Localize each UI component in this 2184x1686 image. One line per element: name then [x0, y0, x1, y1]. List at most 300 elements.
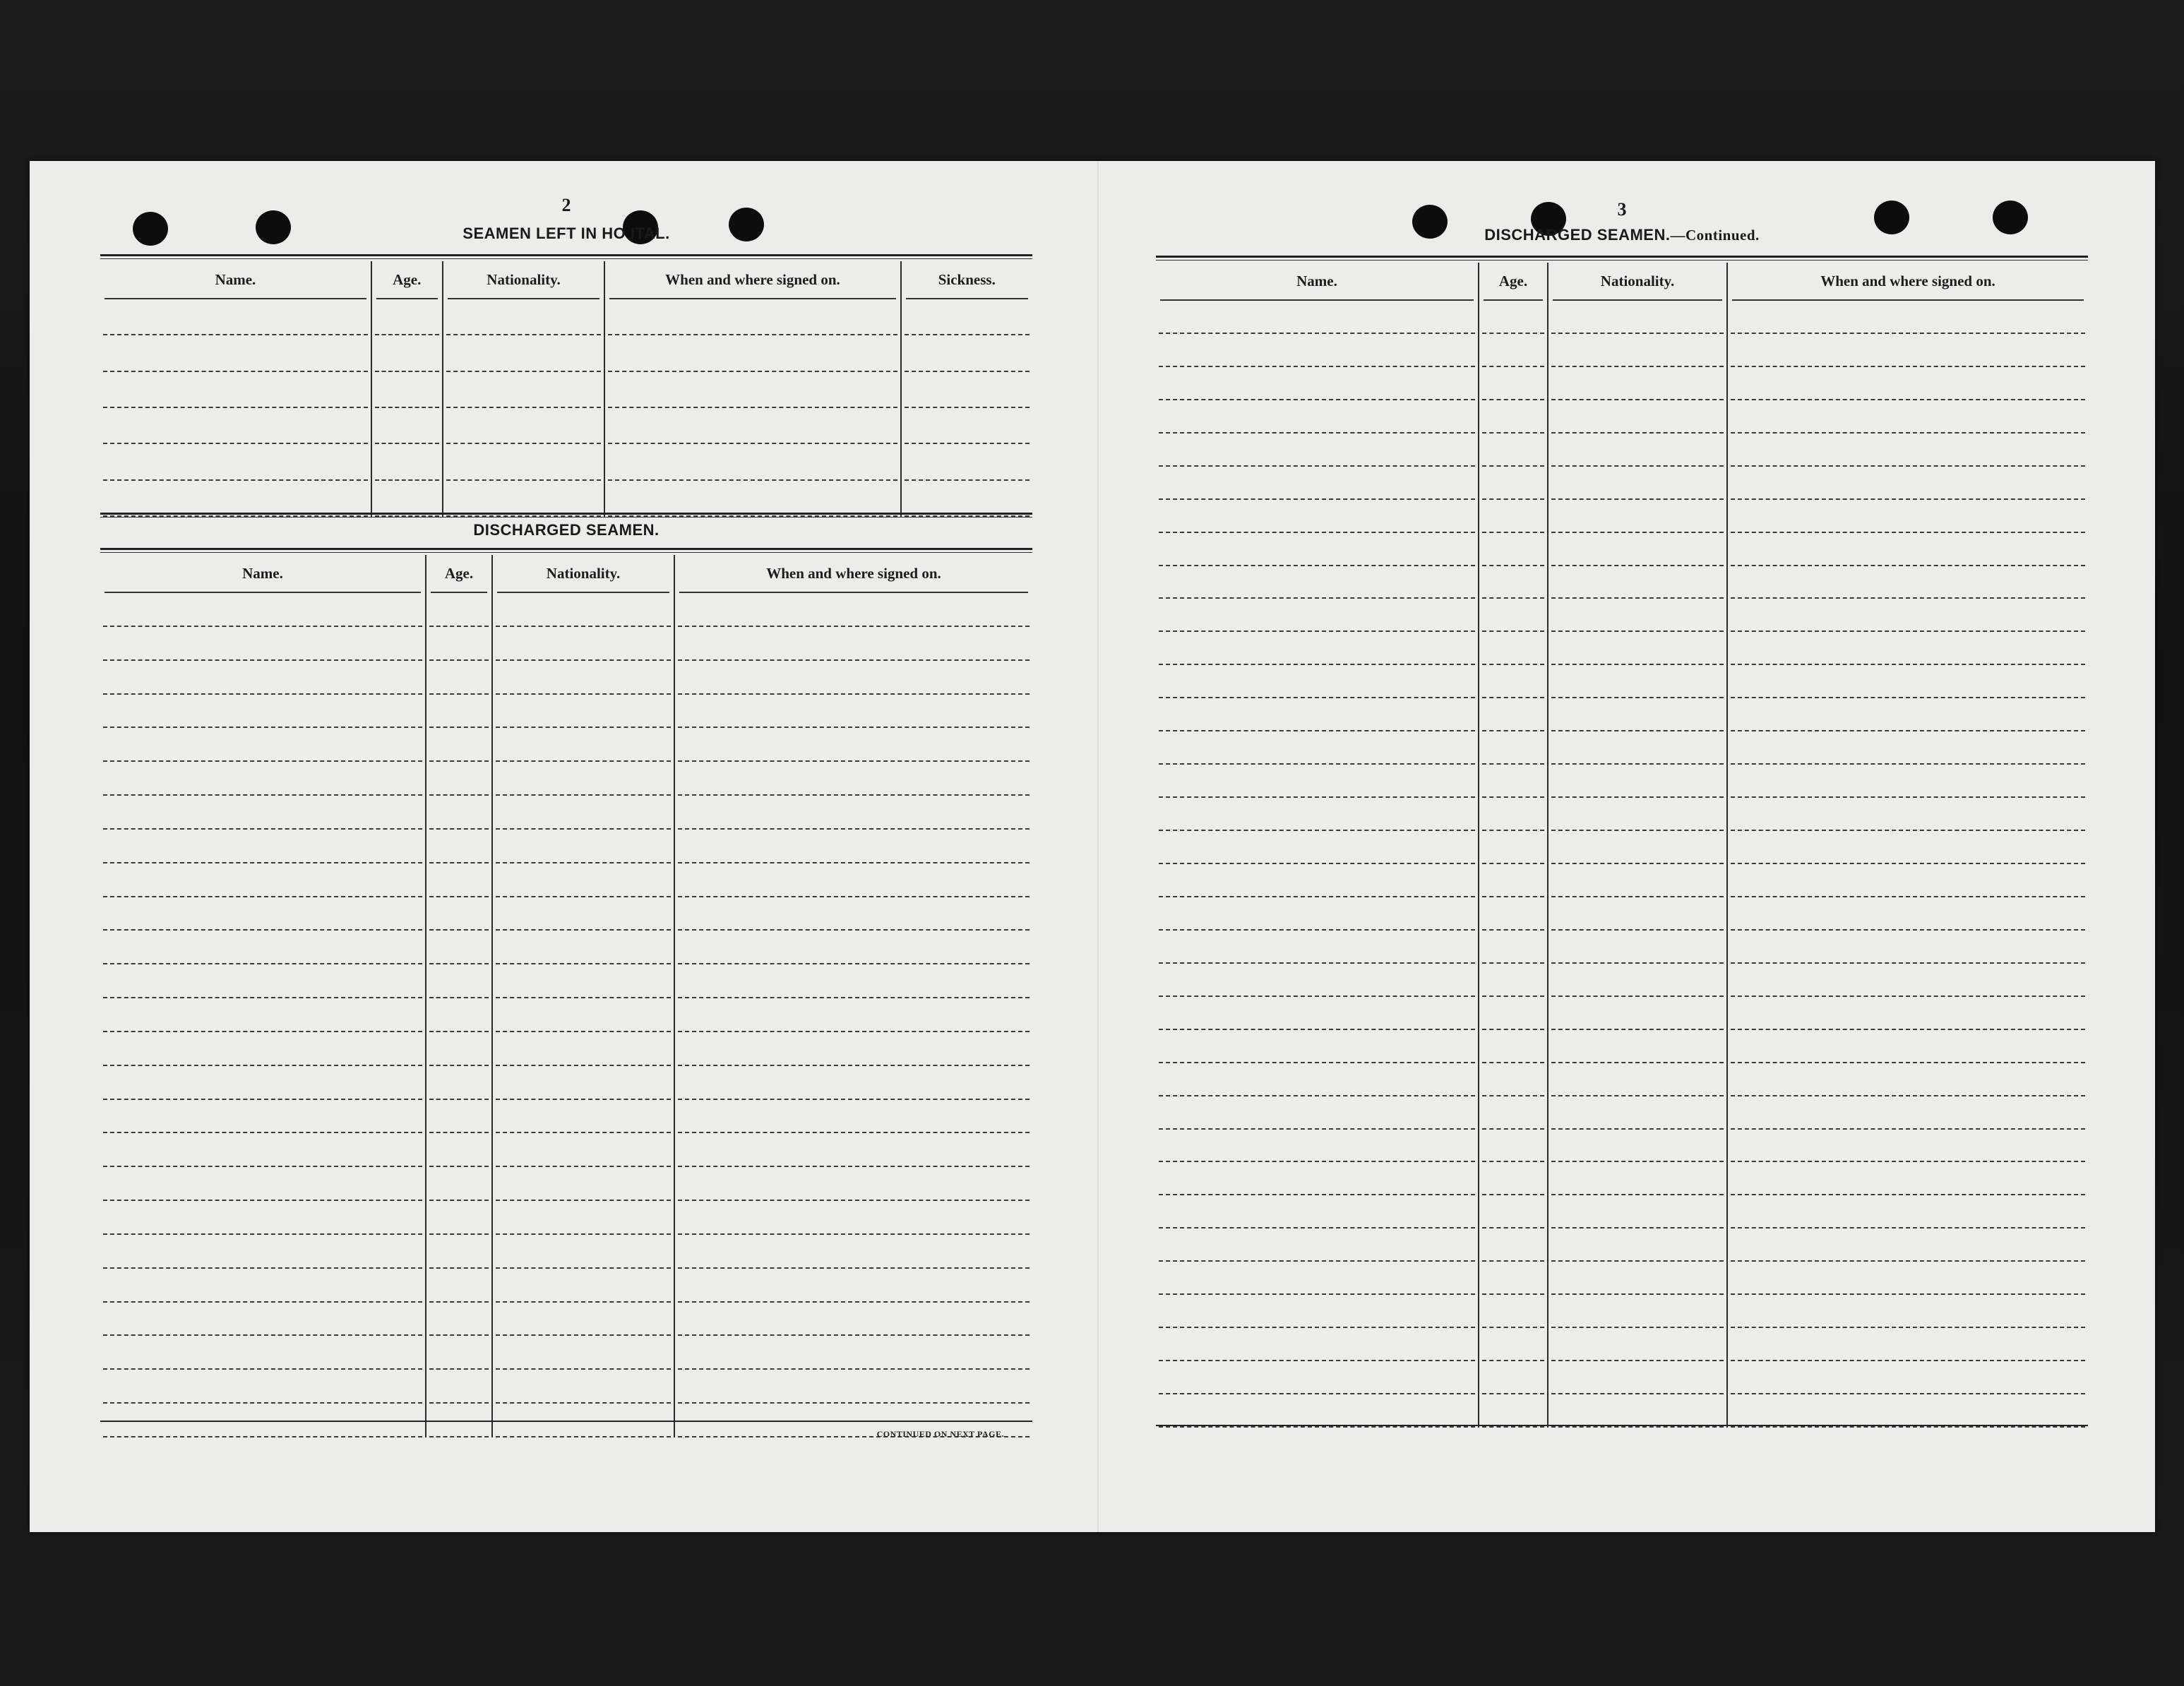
- row-line: [1551, 498, 1724, 500]
- row-line: [429, 1402, 489, 1404]
- row-line: [1482, 432, 1544, 434]
- row-line: [1159, 1260, 1475, 1262]
- row-line: [1159, 1062, 1475, 1063]
- row-line: [1159, 1426, 1475, 1428]
- row-line: [103, 693, 422, 695]
- row-line: [905, 334, 1030, 335]
- row-line: [1731, 929, 2085, 931]
- row-line: [1159, 896, 1475, 897]
- row-line: [1482, 465, 1544, 467]
- row-line: [1551, 1062, 1724, 1063]
- row-line: [1159, 763, 1475, 765]
- discharged-continued-title: [1156, 226, 2088, 244]
- row-line: [103, 1436, 422, 1437]
- row-line: [678, 1065, 1030, 1066]
- row-line: [1551, 1161, 1724, 1162]
- section-rule: [100, 254, 1032, 259]
- column-header: Nationality.: [497, 555, 669, 593]
- row-line: [103, 1065, 422, 1066]
- row-line: [103, 1031, 422, 1032]
- row-line: [1731, 996, 2085, 997]
- row-line: [1551, 597, 1724, 599]
- row-line: [429, 1267, 489, 1269]
- row-line: [1482, 1327, 1544, 1328]
- row-line: [496, 1436, 671, 1437]
- row-line: [496, 1233, 671, 1235]
- row-line: [1159, 1227, 1475, 1228]
- column-header: Name.: [105, 261, 366, 299]
- row-line: [678, 963, 1030, 964]
- row-line: [1551, 432, 1724, 434]
- row-line: [103, 626, 422, 627]
- row-line: [1551, 697, 1724, 698]
- row-line: [1731, 896, 2085, 897]
- row-line: [1551, 1360, 1724, 1361]
- row-line: [103, 794, 422, 796]
- row-line: [1482, 1128, 1544, 1130]
- title-main: DISCHARGED SEAMEN.: [1484, 226, 1671, 244]
- ledger-column: [1156, 263, 1478, 1428]
- row-line: [1551, 1260, 1724, 1262]
- ledger-column: [371, 261, 442, 517]
- row-line: [103, 1132, 422, 1133]
- row-line: [1482, 830, 1544, 831]
- column-header: Age.: [1484, 263, 1543, 301]
- ledger-column: [100, 261, 371, 517]
- row-line: [1731, 1194, 2085, 1195]
- row-line: [496, 997, 671, 998]
- row-line: [496, 1065, 671, 1066]
- row-line: [103, 1233, 422, 1235]
- row-line: [1731, 962, 2085, 964]
- row-line: [1159, 1029, 1475, 1030]
- row-line: [429, 1436, 489, 1437]
- row-line: [1551, 996, 1724, 997]
- row-line: [1551, 333, 1724, 334]
- row-line: [1482, 929, 1544, 931]
- row-line: [678, 794, 1030, 796]
- row-line: [103, 1402, 422, 1404]
- hospital-section-title: SEAMEN LEFT IN HO ITAL.: [463, 225, 670, 242]
- row-line: [1482, 1260, 1544, 1262]
- row-line: [1551, 1227, 1724, 1228]
- row-line: [375, 334, 439, 335]
- hospital-table: [100, 261, 1032, 517]
- row-line: [1551, 1327, 1724, 1328]
- row-line: [103, 963, 422, 964]
- row-line: [429, 997, 489, 998]
- ledger-column: [1478, 263, 1547, 1428]
- page-number: 3: [1617, 199, 1627, 220]
- row-line: [1551, 730, 1724, 731]
- row-line: [1482, 1293, 1544, 1295]
- row-line: [1731, 1128, 2085, 1130]
- table-bottom-rule: [1156, 1425, 2088, 1426]
- discharged-table: [100, 555, 1032, 1437]
- row-line: [678, 693, 1030, 695]
- row-line: [1731, 664, 2085, 665]
- row-line: [496, 1200, 671, 1201]
- row-line: [678, 997, 1030, 998]
- row-line: [1551, 796, 1724, 798]
- row-line: [678, 1166, 1030, 1167]
- row-line: [496, 1099, 671, 1100]
- row-line: [1551, 1194, 1724, 1195]
- row-line: [1731, 1260, 2085, 1262]
- row-line: [1159, 1194, 1475, 1195]
- column-header: When and where signed on.: [609, 261, 895, 299]
- row-line: [1551, 630, 1724, 632]
- row-line: [1731, 1360, 2085, 1361]
- row-line: [1551, 565, 1724, 566]
- column-header: Name.: [1160, 263, 1474, 301]
- row-line: [429, 1031, 489, 1032]
- column-header: When and where signed on.: [1732, 263, 2084, 301]
- row-line: [103, 443, 368, 444]
- row-line: [1731, 565, 2085, 566]
- row-line: [496, 1301, 671, 1303]
- row-line: [1482, 532, 1544, 533]
- row-line: [446, 407, 602, 408]
- row-line: [103, 1166, 422, 1167]
- row-line: [496, 896, 671, 897]
- row-line: [1482, 1360, 1544, 1361]
- row-line: [429, 1065, 489, 1066]
- row-line: [678, 1233, 1030, 1235]
- row-line: [1551, 863, 1724, 864]
- row-line: [496, 1402, 671, 1404]
- row-line: [103, 1334, 422, 1336]
- row-line: [1159, 1360, 1475, 1361]
- row-line: [1482, 1095, 1544, 1096]
- row-line: [103, 929, 422, 931]
- page-number: 2: [561, 195, 571, 215]
- row-line: [1731, 697, 2085, 698]
- row-line: [429, 929, 489, 931]
- row-line: [1482, 366, 1544, 367]
- ledger-column: [425, 555, 491, 1437]
- right-page: [1156, 161, 2088, 1532]
- row-line: [103, 371, 368, 372]
- row-line: [1551, 929, 1724, 931]
- row-line: [678, 1402, 1030, 1404]
- row-line: [1159, 630, 1475, 632]
- section-rule: [1156, 256, 2088, 261]
- row-line: [1482, 730, 1544, 731]
- row-line: [1731, 597, 2085, 599]
- row-line: [608, 334, 897, 335]
- row-line: [1731, 432, 2085, 434]
- row-line: [905, 371, 1030, 372]
- row-line: [446, 371, 602, 372]
- center-gutter: [1097, 161, 1099, 1532]
- row-line: [1159, 929, 1475, 931]
- row-line: [496, 727, 671, 728]
- row-line: [678, 1301, 1030, 1303]
- row-line: [429, 862, 489, 863]
- row-line: [1482, 1029, 1544, 1030]
- row-line: [1482, 697, 1544, 698]
- row-line: [496, 626, 671, 627]
- row-line: [1731, 1095, 2085, 1096]
- row-line: [678, 1368, 1030, 1370]
- row-line: [429, 760, 489, 762]
- row-line: [1551, 1426, 1724, 1428]
- ledger-column: [674, 555, 1032, 1437]
- row-line: [1731, 1293, 2085, 1295]
- row-line: [1159, 1161, 1475, 1162]
- row-line: [1159, 697, 1475, 698]
- row-line: [1159, 1393, 1475, 1394]
- row-line: [1159, 399, 1475, 400]
- ledger-column: [442, 261, 604, 517]
- row-line: [1482, 1426, 1544, 1428]
- row-line: [608, 479, 897, 481]
- row-line: [103, 659, 422, 661]
- row-line: [429, 1334, 489, 1336]
- ledger-sheet: [30, 161, 2155, 1532]
- row-line: [1159, 830, 1475, 831]
- row-line: [1159, 498, 1475, 500]
- row-line: [1551, 1393, 1724, 1394]
- row-line: [1159, 730, 1475, 731]
- row-line: [496, 794, 671, 796]
- row-line: [429, 1233, 489, 1235]
- row-line: [1482, 896, 1544, 897]
- row-line: [1482, 333, 1544, 334]
- row-line: [496, 963, 671, 964]
- row-line: [375, 479, 439, 481]
- column-header: Nationality.: [448, 261, 600, 299]
- row-line: [103, 997, 422, 998]
- row-line: [678, 1099, 1030, 1100]
- row-line: [1482, 399, 1544, 400]
- row-line: [1551, 1029, 1724, 1030]
- row-line: [1731, 630, 2085, 632]
- row-line: [429, 1099, 489, 1100]
- row-line: [678, 1200, 1030, 1201]
- row-line: [103, 479, 368, 481]
- row-line: [1482, 597, 1544, 599]
- row-line: [429, 963, 489, 964]
- row-line: [678, 760, 1030, 762]
- row-line: [429, 828, 489, 830]
- row-line: [1731, 1426, 2085, 1428]
- row-line: [103, 1267, 422, 1269]
- row-line: [678, 828, 1030, 830]
- row-line: [429, 659, 489, 661]
- row-line: [1551, 896, 1724, 897]
- row-line: [375, 443, 439, 444]
- row-line: [429, 1301, 489, 1303]
- row-line: [1731, 1327, 2085, 1328]
- row-line: [1159, 465, 1475, 467]
- row-line: [103, 1200, 422, 1201]
- row-line: [1551, 1095, 1724, 1096]
- row-line: [1731, 1161, 2085, 1162]
- row-line: [678, 1267, 1030, 1269]
- ledger-column: [1547, 263, 1726, 1428]
- row-line: [1551, 664, 1724, 665]
- row-line: [1731, 730, 2085, 731]
- row-line: [496, 659, 671, 661]
- ledger-column: [1726, 263, 2088, 1428]
- row-line: [608, 443, 897, 444]
- row-line: [1159, 1128, 1475, 1130]
- row-line: [1159, 597, 1475, 599]
- row-line: [1159, 565, 1475, 566]
- row-line: [1731, 366, 2085, 367]
- row-line: [1482, 763, 1544, 765]
- row-line: [446, 479, 602, 481]
- row-line: [496, 760, 671, 762]
- row-line: [678, 1132, 1030, 1133]
- row-line: [1551, 1293, 1724, 1295]
- title-sub: —Continued.: [1670, 227, 1760, 244]
- row-line: [496, 1267, 671, 1269]
- row-line: [429, 896, 489, 897]
- row-line: [1731, 498, 2085, 500]
- row-line: [103, 334, 368, 335]
- row-line: [1551, 366, 1724, 367]
- row-line: [375, 407, 439, 408]
- row-line: [1731, 333, 2085, 334]
- ledger-column: [604, 261, 900, 517]
- row-line: [678, 1334, 1030, 1336]
- row-line: [1482, 630, 1544, 632]
- section-rule: [100, 513, 1032, 518]
- row-line: [905, 407, 1030, 408]
- row-line: [1482, 1161, 1544, 1162]
- row-line: [103, 1099, 422, 1100]
- row-line: [1159, 996, 1475, 997]
- row-line: [446, 443, 602, 444]
- row-line: [1482, 498, 1544, 500]
- row-line: [496, 1334, 671, 1336]
- row-line: [1731, 1062, 2085, 1063]
- row-line: [1159, 962, 1475, 964]
- row-line: [429, 1368, 489, 1370]
- column-header: Sickness.: [906, 261, 1028, 299]
- row-line: [429, 727, 489, 728]
- row-line: [1159, 796, 1475, 798]
- row-line: [429, 1132, 489, 1133]
- column-header: Name.: [105, 555, 421, 593]
- row-line: [905, 443, 1030, 444]
- row-line: [496, 828, 671, 830]
- discharged-section-title: DISCHARGED SEAMEN.: [473, 521, 660, 539]
- row-line: [496, 1166, 671, 1167]
- row-line: [1551, 830, 1724, 831]
- row-line: [1731, 465, 2085, 467]
- ledger-column: [491, 555, 674, 1437]
- ledger-column: [900, 261, 1032, 517]
- row-line: [1731, 830, 2085, 831]
- row-line: [1159, 1095, 1475, 1096]
- column-header: When and where signed on.: [679, 555, 1028, 593]
- row-line: [1731, 763, 2085, 765]
- row-line: [1482, 1393, 1544, 1394]
- row-line: [496, 1031, 671, 1032]
- row-line: [103, 727, 422, 728]
- row-line: [678, 896, 1030, 897]
- row-line: [429, 693, 489, 695]
- row-line: [1159, 366, 1475, 367]
- row-line: [608, 371, 897, 372]
- row-line: [1551, 399, 1724, 400]
- row-line: [1482, 1227, 1544, 1228]
- row-line: [375, 371, 439, 372]
- row-line: [103, 760, 422, 762]
- left-page: [100, 161, 1032, 1532]
- row-line: [1731, 796, 2085, 798]
- row-line: [429, 626, 489, 627]
- row-line: [1482, 796, 1544, 798]
- row-line: [1482, 962, 1544, 964]
- row-line: [905, 479, 1030, 481]
- row-line: [678, 727, 1030, 728]
- row-line: [678, 659, 1030, 661]
- row-line: [1159, 1327, 1475, 1328]
- row-line: [1551, 763, 1724, 765]
- row-line: [496, 1368, 671, 1370]
- row-line: [1551, 962, 1724, 964]
- row-line: [678, 862, 1030, 863]
- column-header: Nationality.: [1553, 263, 1722, 301]
- continued-note: CONTINUED ON NEXT PAGE.: [876, 1429, 1004, 1439]
- row-line: [103, 862, 422, 863]
- row-line: [429, 1200, 489, 1201]
- row-line: [496, 1132, 671, 1133]
- row-line: [103, 828, 422, 830]
- row-line: [103, 1301, 422, 1303]
- row-line: [1551, 532, 1724, 533]
- row-line: [496, 693, 671, 695]
- row-line: [678, 626, 1030, 627]
- row-line: [678, 929, 1030, 931]
- row-line: [1551, 1128, 1724, 1130]
- row-line: [678, 1031, 1030, 1032]
- row-line: [1551, 465, 1724, 467]
- column-header: Age.: [431, 555, 487, 593]
- row-line: [429, 1166, 489, 1167]
- row-line: [1731, 399, 2085, 400]
- row-line: [1159, 664, 1475, 665]
- row-line: [1159, 1293, 1475, 1295]
- row-line: [103, 896, 422, 897]
- row-line: [1731, 532, 2085, 533]
- row-line: [1482, 565, 1544, 566]
- row-line: [1482, 1194, 1544, 1195]
- row-line: [608, 407, 897, 408]
- column-header: Age.: [376, 261, 438, 299]
- row-line: [1731, 1029, 2085, 1030]
- row-line: [1731, 1227, 2085, 1228]
- row-line: [1482, 863, 1544, 864]
- row-line: [1731, 863, 2085, 864]
- row-line: [496, 929, 671, 931]
- row-line: [1159, 333, 1475, 334]
- section-rule: [100, 548, 1032, 553]
- row-line: [496, 862, 671, 863]
- row-line: [1482, 1062, 1544, 1063]
- row-line: [1482, 664, 1544, 665]
- row-line: [1159, 532, 1475, 533]
- row-line: [1482, 996, 1544, 997]
- row-line: [103, 1368, 422, 1370]
- row-line: [446, 334, 602, 335]
- table-bottom-rule: [100, 1421, 1032, 1422]
